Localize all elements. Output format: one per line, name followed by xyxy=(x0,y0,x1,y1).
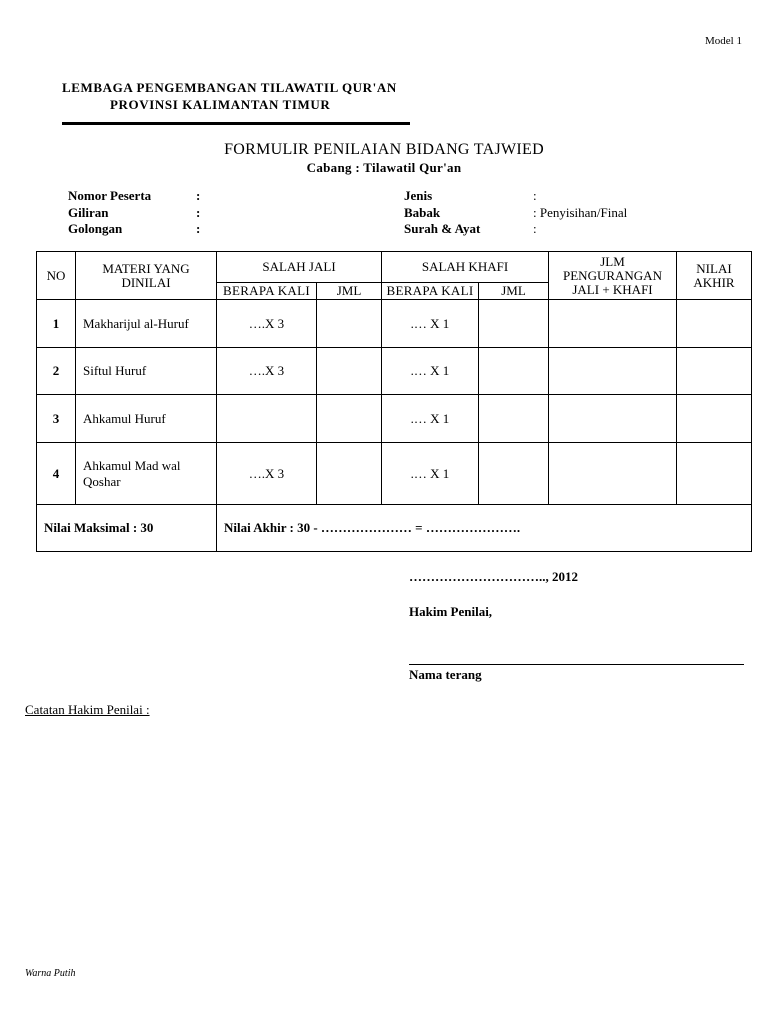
header-nilai-akhir: NILAI AKHIR xyxy=(677,252,752,300)
signature-date: ………………………….., 2012 xyxy=(409,569,578,584)
table-row xyxy=(37,395,752,443)
row-khafi-jml[interactable] xyxy=(479,300,549,348)
row-nilai-akhir[interactable] xyxy=(677,348,752,395)
row-materi: Makharijul al-Huruf xyxy=(76,300,217,348)
row-nilai-akhir[interactable] xyxy=(677,395,752,443)
row-khafi-count: .… X 1 xyxy=(382,348,479,395)
table-row xyxy=(37,443,752,505)
row-khafi-count: .… X 1 xyxy=(382,443,479,505)
header-salah-khafi: SALAH KHAFI xyxy=(382,252,549,283)
table-footer-row xyxy=(37,505,752,552)
info-label-nomor-peserta: Nomor Peserta xyxy=(68,188,152,203)
info-label-jenis: Jenis xyxy=(404,188,433,203)
row-jlm-pengurangan[interactable] xyxy=(549,443,677,505)
info-label-golongan: Golongan xyxy=(68,221,123,236)
subheader-jml-khafi: JML xyxy=(479,283,549,300)
row-jali-count xyxy=(217,395,317,443)
info-sep: : xyxy=(196,221,201,236)
signature-name-label: Nama terang xyxy=(409,667,482,682)
row-number: 4 xyxy=(37,443,76,505)
row-number: 2 xyxy=(37,348,76,395)
row-materi: Ahkamul Mad wal Qoshar xyxy=(76,443,217,505)
catatan-label: Catatan Hakim Penilai : xyxy=(25,702,150,717)
row-jlm-pengurangan[interactable] xyxy=(549,300,677,348)
row-jali-count: ….X 3 xyxy=(217,300,317,348)
model-label: Model 1 xyxy=(705,35,742,47)
header-no: NO xyxy=(37,252,76,300)
signature-hakim-label: Hakim Penilai, xyxy=(409,604,493,619)
row-nilai-akhir[interactable] xyxy=(677,300,752,348)
info-label-babak: Babak xyxy=(404,205,441,220)
row-khafi-count: .… X 1 xyxy=(382,395,479,443)
header-divider xyxy=(62,122,410,125)
row-khafi-jml[interactable] xyxy=(479,348,549,395)
subheader-berapa-kali-jali: BERAPA KALI xyxy=(217,283,317,300)
header-materi: MATERI YANG DINILAI xyxy=(76,252,217,300)
row-materi: Ahkamul Huruf xyxy=(76,395,217,443)
row-jali-jml[interactable] xyxy=(317,395,382,443)
subheader-berapa-kali-khafi: BERAPA KALI xyxy=(382,283,479,300)
table-row xyxy=(37,348,752,395)
header-salah-jali: SALAH JALI xyxy=(217,252,382,283)
info-sep: : xyxy=(196,188,201,203)
info-value-surah-ayat: : xyxy=(533,221,537,236)
assessment-table xyxy=(36,251,752,552)
organization-province: PROVINSI KALIMANTAN TIMUR xyxy=(110,97,331,112)
info-value-babak: : Penyisihan/Final xyxy=(533,205,628,220)
nilai-akhir-formula: Nilai Akhir : 30 - ………………… = …………………. xyxy=(217,505,752,552)
row-khafi-jml[interactable] xyxy=(479,395,549,443)
row-jali-jml[interactable] xyxy=(317,443,382,505)
nilai-maksimal: Nilai Maksimal : 30 xyxy=(37,505,217,552)
form-subtitle: Cabang : Tilawatil Qur'an xyxy=(306,160,462,175)
row-materi: Siftul Huruf xyxy=(76,348,217,395)
row-number: 1 xyxy=(37,300,76,348)
signature-line[interactable] xyxy=(409,664,744,665)
color-note: Warna Putih xyxy=(25,968,76,979)
row-number: 3 xyxy=(37,395,76,443)
row-jali-jml[interactable] xyxy=(317,348,382,395)
form-title: FORMULIR PENILAIAN BIDANG TAJWIED xyxy=(224,141,544,158)
row-jali-jml[interactable] xyxy=(317,300,382,348)
info-label-giliran: Giliran xyxy=(68,205,109,220)
organization-name: LEMBAGA PENGEMBANGAN TILAWATIL QUR'AN xyxy=(62,80,397,95)
table-row xyxy=(37,300,752,348)
row-khafi-count: .… X 1 xyxy=(382,300,479,348)
info-sep: : xyxy=(196,205,201,220)
row-jlm-pengurangan[interactable] xyxy=(549,348,677,395)
row-khafi-jml[interactable] xyxy=(479,443,549,505)
subheader-jml-jali: JML xyxy=(317,283,382,300)
info-label-surah-ayat: Surah & Ayat xyxy=(404,221,481,236)
info-value-jenis: : xyxy=(533,188,537,203)
row-jlm-pengurangan[interactable] xyxy=(549,395,677,443)
row-jali-count: ….X 3 xyxy=(217,348,317,395)
header-jlm-pengurangan: JLM PENGURANGAN JALI + KHAFI xyxy=(549,252,677,300)
row-jali-count: ….X 3 xyxy=(217,443,317,505)
row-nilai-akhir[interactable] xyxy=(677,443,752,505)
